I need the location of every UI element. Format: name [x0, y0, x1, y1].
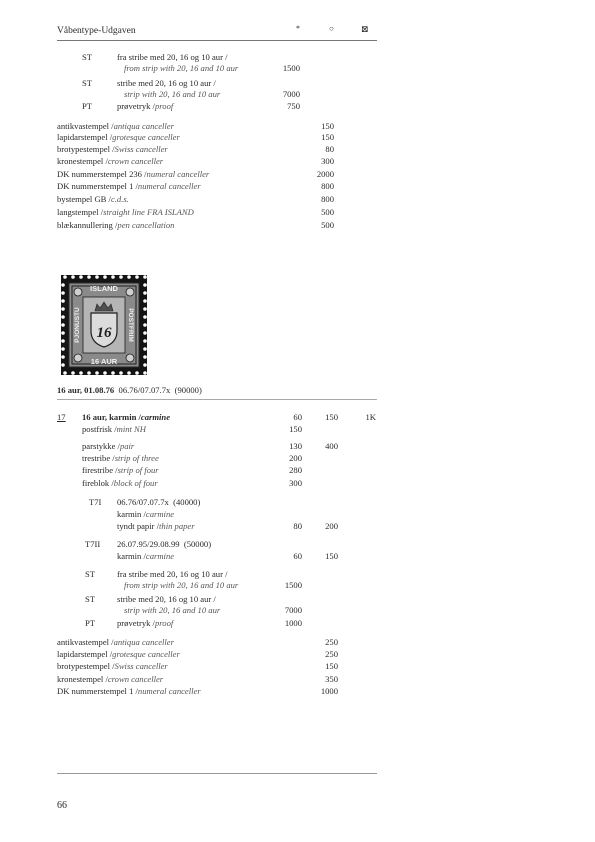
mint-symbol: * [296, 24, 300, 33]
unused-symbol: ○ [329, 24, 334, 33]
list-item: langstempel /straight line FRA ISLAND [57, 207, 194, 217]
stamp-top-text: ISLAND [90, 284, 118, 293]
value-unused: 150 [325, 412, 338, 422]
value-used: 1K [365, 412, 376, 422]
page-number: 66 [57, 800, 67, 811]
stamp-bottom-text: 16 AUR [90, 357, 118, 366]
list-item: kronestempel /crown canceller [57, 156, 164, 166]
list-item: antikvastempel /antiqua canceller [57, 637, 174, 647]
stamp-image [61, 275, 147, 375]
list-item: DK nummerstempel 1 /numeral canceller [57, 181, 201, 191]
item-title: 16 aur, karmin /carmine [82, 412, 171, 422]
list-item: firestribe /strip of four [82, 465, 159, 475]
list-item: DK nummerstempel 236 /numeral canceller [57, 169, 210, 179]
list-item: brotypestempel /Swiss canceller [57, 661, 168, 671]
stamp-left-text: PJONUSTU [74, 307, 81, 343]
list-item: kronestempel /crown canceller [57, 674, 164, 684]
stamp-numeral: 16 [96, 325, 112, 341]
list-item: lapidarstempel /grotesque canceller [57, 649, 180, 659]
list-item: fireblok /block of four [82, 478, 158, 488]
issue-line: 16 aur, 01.08.76 06.76/07.07.7x (90000) [57, 385, 202, 395]
page-header-title: Våbentype-Udgaven [57, 26, 136, 36]
catalogue-number: 17 [57, 412, 66, 422]
list-item: DK nummerstempel 1 /numeral canceller [57, 686, 201, 696]
list-item: lapidarstempel /grotesque canceller [57, 132, 180, 142]
list-item: postfrisk /mint NH [82, 424, 146, 434]
list-item: blækannullering /pen cancellation [57, 220, 175, 230]
list-item: parstykke /pair [82, 441, 135, 451]
used-symbol: ⊠ [361, 24, 369, 34]
value-mint: 60 [293, 412, 302, 422]
section-rule [57, 399, 377, 400]
list-item: trestribe /strip of three [82, 453, 159, 463]
list-item: bystempel GB /c.d.s. [57, 194, 129, 204]
footer-rule [57, 773, 377, 774]
list-item: antikvastempel /antiqua canceller [57, 121, 174, 131]
stamp-right-text: POSTFRIM [127, 308, 134, 342]
header-rule [57, 40, 377, 41]
list-item: brotypestempel /Swiss canceller [57, 144, 168, 154]
